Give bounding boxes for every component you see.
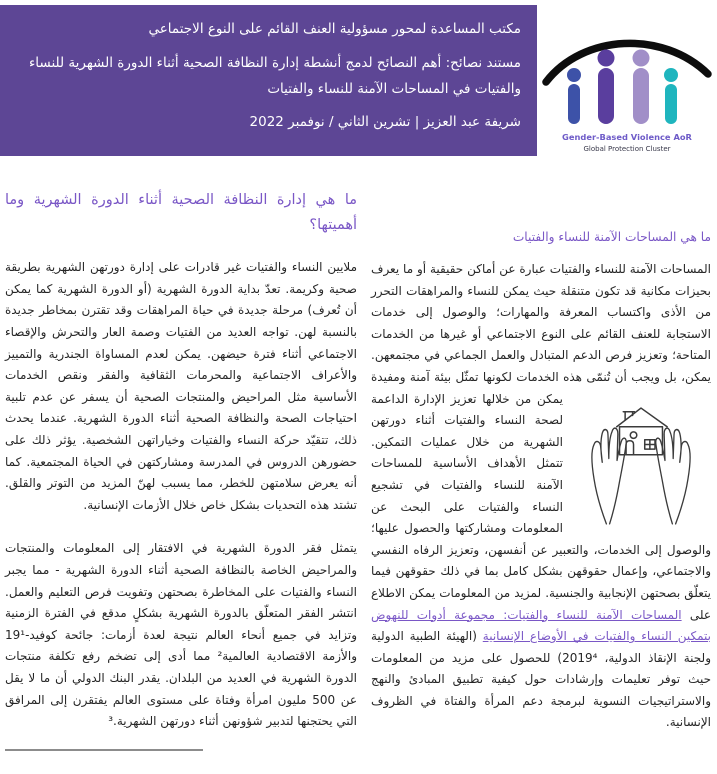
left-hand-icon (592, 428, 626, 524)
gbv-aor-logo (537, 0, 717, 158)
mhm-intro-paragraph: ملايين النساء والفتيات غير قادرات على إدارة دورتهن الشهرية بطريقة صحية وكريمة. تعدّ بداية الدورة الشهرية (أو الدورة الشهرية كما يمكن أن تُعرف) مرحلة جديدة في حياة المراهقات وقد تقترن بمخاطر جديدة بالنسبة لهن. تواجه العديد من الفتيات وصمة العار والتحرش والإقصاء الاجتماعي أثناء فترة حيضهن. يمكن لعدم المساواة الجندرية والتمييز والأعراف الاجتماعية والمحرمات الثقافية والفقر ونقص الخدمات الأساسية مثل المراحيض والمنتجات الصحية أن يسفر عن عدم تلبية احتياجات الصحة والنظافة الصحية أثناء الدورة الشهرية. عندما يحدث ذلك، تتقيّد حركة النساء والفتيات وخياراتهن الشخصية. يؤثر ذلك على حضورهن الدروس في المدرسة ومشاركتهن في الحياة المجتمعية. كما أنه يعرض سلامتهن للخطر، مما يسبب لهنّ المزيد من التوتر والقلق. تشتد هذه التحديات بشكل خاص خلال الأزمات الإنسانية. (5, 260, 357, 512)
gbv-logo-graphic (541, 18, 713, 158)
house-icon (617, 408, 667, 455)
safe-spaces-text-part2: يمكن من خلالها تعزيز الإدارة الداعمة لصحة النساء والفتيات أثناء دورتهن الشهرية من خلال عمليات التمكين. تتمثل الأهداف الأساسية للمساحات الآمنة للنساء والفتيات في تشجيع النساء والفتيات على البحث عن المعلومات ومشاركتها والحصول عليها؛ والوصول إلى الخدمات، والتعبير عن أنفسهن، وتعزيز الرفاه النفسي والاجتماعي، وإعمال حقوقهن بشكل كامل بما في ذلك حقوقهن فيما يتعلّق بصحتهن الإنجابية والجنسية. لمزيد من المعلومات يمكن الاطلاع على (371, 391, 711, 622)
right-column (371, 158, 711, 751)
header-band (0, 5, 537, 156)
left-column-heading: ما هي إدارة النظافة الصحية أثناء الدورة الشهرية وما أهميتها؟ (5, 192, 357, 233)
logo-cluster-text: Global Protection Cluster (583, 145, 671, 153)
footnote-divider (5, 749, 203, 751)
safe-spaces-text-part3: (الهيئة الطبية الدولية ولجنة الإنقاذ الدولية، 2019⁴) للحصول على مزيد من المعلومات حيث توفر تعليمات وإرشادات حول كيفية تطبيق المبادئ والنهج والاستراتيجيات النسوية لبرمجة دعم المرأة والفتاة في الظروف الإنسانية. (371, 629, 711, 730)
right-column-paragraph (371, 259, 711, 734)
header-subtitle: مستند نصائح: أهم النصائح لدمج أنشطة إدارة النظافة الصحية أثناء الدورة الشهرية للنساء والفتيات في المساحات الآمنة للنساء والفتيات (28, 54, 521, 97)
safe-spaces-text-part1: المساحات الآمنة للنساء والفتيات عبارة عن أماكن حقيقية أو ما يعرف بحيزات مكانية قد تكون متنقلة حيث يمكن للنساء والمراهقات التحرر من الأذى واكتساب المعرفة والمهارات؛ والوصول إلى خدمات الاستجابة للعنف القائم على النوع الاجتماعي أو غيرها من الخدمات المتاحة؛ وتعزيز فرص الدعم المتبادل والعمل الجماعي في مجتمعهن. يمكن، بل ويجب أن تُنمّى هذه الخدمات لكونها تمثّل بيئة آمنة ومفيدة (371, 262, 711, 384)
safe-spaces-toolkit-link[interactable]: المساحات الآمنة للنساء والفتيات: مجموعة أدوات للنهوض بتمكين النساء والفتيات في الأوضاع الإنسانية (371, 607, 711, 644)
logo-name-text: Gender-Based Violence AoR (562, 132, 692, 142)
right-column-heading: ما هي المساحات الآمنة للنساء والفتيات (512, 230, 711, 244)
left-column (5, 158, 357, 751)
header-row (0, 0, 717, 158)
content-columns (0, 158, 717, 751)
logo-people-icon (567, 50, 678, 125)
header-title: مكتب المساعدة لمحور مسؤولية العنف القائم على النوع الاجتماعي (148, 21, 521, 37)
hands-holding-house-icon (585, 403, 697, 527)
right-hand-icon (656, 428, 690, 524)
period-poverty-paragraph: يتمثل فقر الدورة الشهرية في الافتقار إلى المعلومات والمنتجات والمراحيض الخاصة بالنظافة الصحية أثناء الدورة الشهرية - مما يجبر النساء والفتيات على المخاطرة بصحتهن وتفويت فرص التعليم والعمل. انتشر الفقر المتعلّق بالدورة الشهرية بشكلٍ مدقع في الفترة الزمنية وتزايد في جميع أنحاء العالم نتيجة لعدة أزمات: جائحة كوفيد-19¹ والأزمة الاقتصادية العالمية² مما أدى إلى تضخم رفع تكلفة منتجات الدورة الشهرية في العديد من البلدان. يقدر البنك الدولي أن ما لا يقل عن 500 مليون امرأة وفتاة على مستوى العالم يفتقرن إلى المرافق التي يحتجنها لتدبير شؤونهن أثناء دورتهن الشهرية.³ (5, 541, 358, 729)
header-byline: شريفة عبد العزيز | تشرين الثاني / نوفمبر 2022 (249, 114, 521, 131)
